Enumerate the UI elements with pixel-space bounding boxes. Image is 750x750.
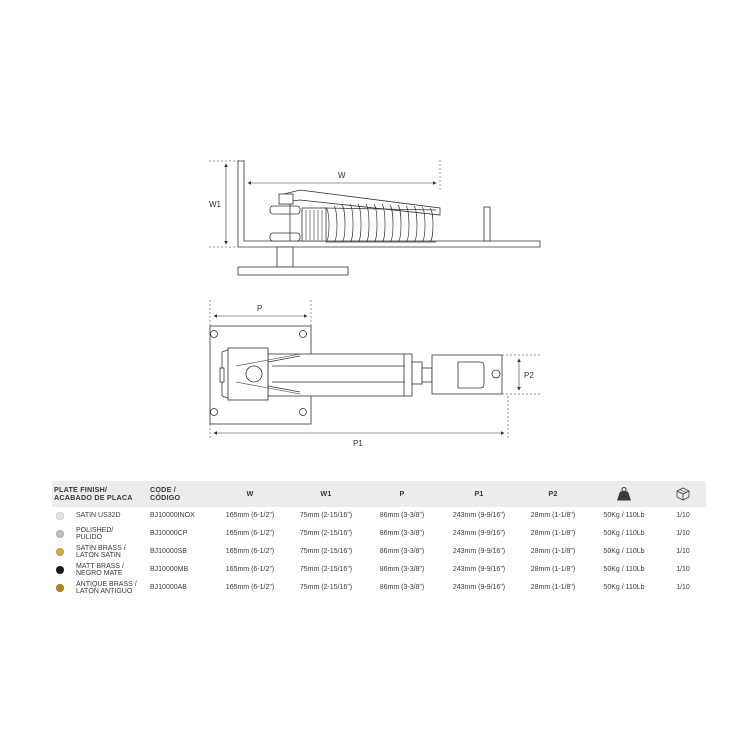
p1-cell: 243mm (9-9/16") [452,584,506,592]
table-row [52,579,706,597]
side-view [209,160,540,275]
w-cell: 165mm (6-1/2") [225,566,275,574]
w1-cell: 75mm (2-15/16") [299,512,353,520]
finish-cell [52,561,148,579]
p-cell: 86mm (3-3/8") [379,512,425,520]
finish-wrapper [54,527,146,542]
spec-table [52,481,706,597]
finish-cell [52,507,148,525]
dim-label-p: P [257,304,263,313]
weight-icon [616,487,632,501]
finish-swatch [56,548,64,556]
code-cell: BJ10000CP [150,530,188,538]
table-header-row [52,481,706,507]
p-cell: 86mm (3-3/8") [379,584,425,592]
finish-name [76,527,113,542]
finish-swatch [56,512,64,520]
finish-name-line1: MATT BRASS / [76,562,124,570]
pack-cell: 1/10 [676,566,690,574]
dim-label-p1: P1 [353,439,363,448]
table-row [52,561,706,579]
w1-cell: 75mm (2-15/16") [299,530,353,538]
finish-name-line2: LATÓN SATIN [76,552,121,559]
header-w: W [246,489,254,498]
finish-wrapper [54,545,146,560]
header-p2: P2 [548,489,558,498]
dim-label-w1: W1 [209,200,221,209]
header-code-line1: CODE / [150,485,176,494]
p1-cell: 243mm (9-9/16") [452,566,506,574]
finish-name [76,563,124,578]
w1-cell: 75mm (2-15/16") [299,548,353,556]
load-cell: 50Kg / 110Lb [603,530,645,538]
pack-cell: 1/10 [676,512,690,520]
load-cell: 50Kg / 110Lb [603,566,645,574]
p-cell: 86mm (3-3/8") [379,548,425,556]
finish-name-line2: LATÓN ANTIGUO [76,588,133,595]
finish-cell [52,579,148,597]
header-p: P [399,489,405,498]
p2-cell: 28mm (1-1/8") [530,566,576,574]
header-w1: W1 [320,489,332,498]
w-cell: 165mm (6-1/2") [225,512,275,520]
w-cell: 165mm (6-1/2") [225,584,275,592]
pack-cell: 1/10 [676,584,690,592]
finish-wrapper [54,563,146,578]
p1-cell: 243mm (9-9/16") [452,530,506,538]
finish-name-line1: SATIN US32D [76,512,121,520]
finish-wrapper [54,581,146,596]
finish-swatch [56,584,64,592]
finish-name [76,581,137,596]
pack-cell: 1/10 [676,530,690,538]
box-icon [676,487,690,501]
table-row [52,525,706,543]
load-cell: 50Kg / 110Lb [603,548,645,556]
load-cell: 50Kg / 110Lb [603,512,645,520]
finish-swatch [56,566,64,574]
p-cell: 86mm (3-3/8") [379,566,425,574]
header-p1: P1 [474,489,484,498]
finish-name-line1: SATIN BRASS / [76,544,126,552]
header-load [588,481,660,507]
finish-name [76,545,126,560]
finish-name-line1: POLISHED/ [76,526,114,534]
finish-wrapper [54,512,146,520]
header-finish-line1: PLATE FINISH/ [54,485,108,494]
dim-label-w: W [338,171,346,180]
header-code-line2: CÓDIGO [150,493,181,502]
finish-cell [52,543,148,561]
code-cell: BJ10000MB [150,566,189,574]
code-cell: BJ10000AB [150,584,187,592]
finish-swatch [56,530,64,538]
code-cell: BJ10000SB [150,548,187,556]
p2-cell: 28mm (1-1/8") [530,530,576,538]
p2-cell: 28mm (1-1/8") [530,584,576,592]
w1-cell: 75mm (2-15/16") [299,584,353,592]
header-finish-line2: ACABADO DE PLACA [54,493,133,502]
w-cell: 165mm (6-1/2") [225,548,275,556]
table-row [52,507,706,525]
header-code [148,481,212,507]
finish-name-line1: ANTIQUE BRASS / [76,580,137,588]
finish-name [76,512,121,520]
w1-cell: 75mm (2-15/16") [299,566,353,574]
code-cell: BJ10000INOX [150,512,195,520]
top-view [210,300,540,440]
pack-cell: 1/10 [676,548,690,556]
header-plate-finish [52,481,148,507]
finish-name-line2: PULIDO [76,534,103,541]
finish-name-line2: NEGRO MATE [76,570,123,577]
p1-cell: 243mm (9-9/16") [452,512,506,520]
p2-cell: 28mm (1-1/8") [530,512,576,520]
dim-label-p2: P2 [524,371,534,380]
p1-cell: 243mm (9-9/16") [452,548,506,556]
w-cell: 165mm (6-1/2") [225,530,275,538]
load-cell: 50Kg / 110Lb [603,584,645,592]
header-pack [660,481,706,507]
p-cell: 86mm (3-3/8") [379,530,425,538]
p2-cell: 28mm (1-1/8") [530,548,576,556]
table-row [52,543,706,561]
finish-cell [52,525,148,543]
